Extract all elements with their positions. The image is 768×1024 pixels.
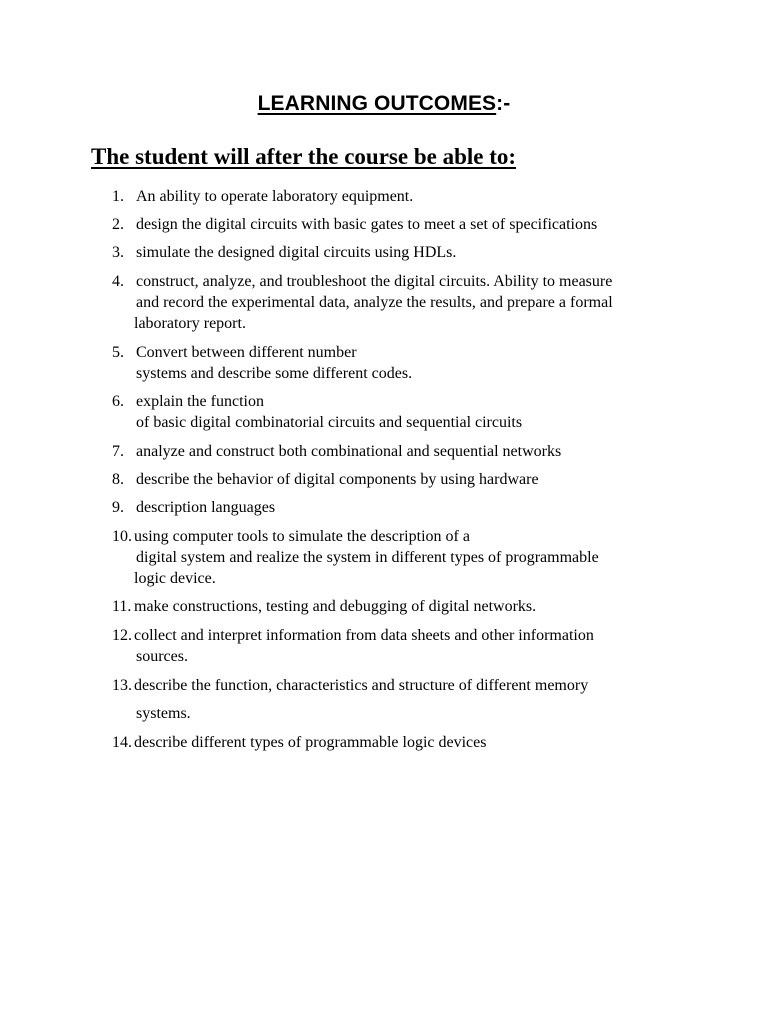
list-item-number: 6. [112, 393, 124, 410]
list-item-line: describe different types of programmable logic devices [134, 734, 487, 751]
list-item-line: systems and describe some different codes. [136, 365, 413, 382]
list-item-text [136, 391, 522, 433]
list-item-text [136, 441, 561, 462]
list-item-text [136, 675, 588, 724]
list-item-line: and record the experimental data, analyze the results, and prepare a formal [136, 294, 613, 311]
list-item-number: 5. [112, 344, 124, 361]
list-item-number: 12. [112, 627, 132, 644]
list-item-text [136, 242, 456, 263]
list-item-number: 1. [112, 188, 124, 205]
list-item-line: describe the behavior of digital components by using hardware [136, 471, 539, 488]
list-item-text [136, 526, 599, 589]
list-item-line: make constructions, testing and debugging of digital networks. [134, 598, 537, 615]
list-item-line: description languages [136, 499, 276, 516]
list-item-line: collect and interpret information from data sheets and other information [134, 627, 594, 644]
list-item-line: logic device. [134, 570, 216, 587]
list-item-text [136, 214, 597, 235]
list-item-line: An ability to operate laboratory equipment. [136, 188, 414, 205]
section-subheading: The student will after the course be able to: [91, 144, 517, 169]
list-item-number: 8. [112, 471, 124, 488]
list-item-line: using computer tools to simulate the description of a [134, 528, 470, 545]
list-item-text [136, 596, 536, 617]
list-item-text [136, 469, 539, 490]
list-item-text [136, 271, 613, 334]
list-item-line: design the digital circuits with basic gates to meet a set of specifications [136, 216, 598, 233]
page-title-suffix: :- [496, 92, 511, 115]
list-item-line: explain the function [136, 393, 264, 410]
list-item-number: 9. [112, 499, 124, 516]
list-item-line: Convert between different number [136, 344, 357, 361]
list-item-text [136, 732, 486, 753]
list-item-line: laboratory report. [134, 315, 246, 332]
page-title [0, 92, 768, 116]
list-item-number: 13. [112, 677, 132, 694]
list-item-number: 3. [112, 244, 124, 261]
list-item-number: 11. [112, 598, 132, 615]
list-item-text [136, 186, 413, 207]
list-item-text [136, 342, 412, 384]
list-item-line: analyze and construct both combinational and sequential networks [136, 443, 562, 460]
page-title-main: LEARNING OUTCOMES [257, 92, 497, 115]
list-item-line: digital system and realize the system in different types of programmable [136, 549, 599, 566]
list-item-line: sources. [136, 648, 188, 665]
list-item-number: 14. [112, 734, 132, 751]
list-item-number: 2. [112, 216, 124, 233]
list-item-number: 4. [112, 273, 124, 290]
list-item-text [136, 625, 594, 667]
list-item-line: systems. [136, 705, 191, 722]
list-item-number: 7. [112, 443, 124, 460]
list-item-text [136, 497, 275, 518]
list-item-number: 10. [112, 528, 132, 545]
list-item-line: describe the function, characteristics and structure of different memory [134, 677, 589, 694]
list-item-line: of basic digital combinatorial circuits and sequential circuits [136, 414, 523, 431]
list-item-line: construct, analyze, and troubleshoot the digital circuits. Ability to measure [136, 273, 613, 290]
list-item-line: simulate the designed digital circuits using HDLs. [136, 244, 457, 261]
